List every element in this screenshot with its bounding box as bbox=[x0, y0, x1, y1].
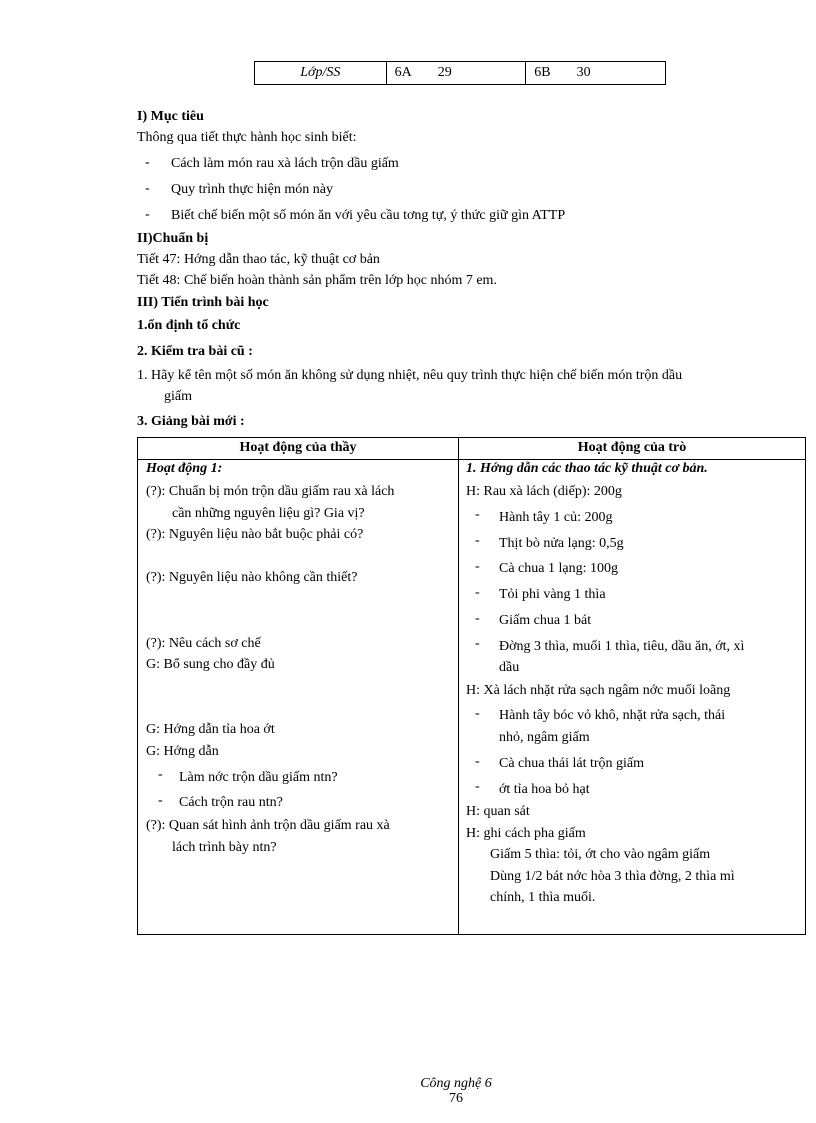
bullet-dash: - bbox=[145, 181, 150, 196]
prep-step-3: ớt tỉa hoa bỏ hạt bbox=[499, 782, 590, 797]
bullet-dash: - bbox=[475, 706, 480, 721]
teacher-q5-line2: lách trình bày ntn? bbox=[172, 840, 277, 855]
ingredient-5: Giấm chua 1 bát bbox=[499, 613, 592, 628]
bullet-dash: - bbox=[475, 559, 480, 574]
ingredient-1: Hành tây 1 củ: 200g bbox=[499, 510, 613, 525]
class-a-cell bbox=[386, 62, 526, 85]
subsection-1: 1.ổn định tổ chức bbox=[137, 318, 241, 333]
class-b-count: 30 bbox=[576, 65, 591, 80]
class-b-cell bbox=[526, 62, 666, 85]
header-divider bbox=[138, 459, 805, 460]
prep-line-2: Tiết 48: Chế biến hoàn thành sản phẩm trên lớp học nhóm 7 em. bbox=[137, 273, 497, 288]
bullet-dash: - bbox=[145, 155, 150, 170]
ingredient-4: Tỏi phi vàng 1 thìa bbox=[499, 587, 606, 602]
teacher-q2: (?): Nguyên liệu nào bắt buộc phải có? bbox=[146, 527, 364, 542]
teacher-g2: G: Hớng dẫn tỉa hoa ớt bbox=[146, 722, 275, 737]
bullet-dash: - bbox=[475, 533, 480, 548]
subsection-2: 2. Kiểm tra bài cũ : bbox=[137, 344, 253, 359]
bullet-dash: - bbox=[475, 636, 480, 651]
class-size-row bbox=[255, 62, 666, 85]
teacher-q4: (?): Nêu cách sơ chế bbox=[146, 636, 261, 651]
student-title: 1. Hớng dẫn các thao tác kỹ thuật cơ bản. bbox=[466, 461, 708, 476]
bullet-dash: - bbox=[158, 793, 163, 808]
teacher-q5-line1: (?): Quan sát hình ảnh trộn dầu giấm rau xà bbox=[146, 818, 390, 833]
student-h1: H: Rau xà lách (diếp): 200g bbox=[466, 484, 622, 499]
teacher-sub1: Làm nớc trộn dầu giấm ntn? bbox=[179, 770, 338, 785]
class-a-name: 6A bbox=[394, 65, 412, 80]
section1-intro: Thông qua tiết thực hành học sinh biết: bbox=[137, 130, 357, 145]
header-student: Hoạt động của trò bbox=[577, 440, 687, 455]
class-size-label: Lớp/SS bbox=[255, 62, 387, 85]
student-h2: H: Xà lách nhặt rửa sạch ngâm nớc muối loãng bbox=[466, 683, 731, 698]
teacher-q3: (?): Nguyên liệu nào không cần thiết? bbox=[146, 570, 358, 585]
footer-subject: Công nghệ 6 bbox=[420, 1076, 492, 1091]
ingredient-6-line2: dầu bbox=[499, 660, 520, 675]
ingredient-3: Cà chua 1 lạng: 100g bbox=[499, 561, 618, 576]
mix-step-2-line1: Dùng 1/2 bát nớc hòa 3 thìa đờng, 2 thìa mì bbox=[490, 869, 735, 884]
bullet-dash: - bbox=[475, 507, 480, 522]
teacher-q1-line2: cần những nguyên liệu gì? Gia vị? bbox=[172, 506, 365, 521]
prep-step-1-line2: nhỏ, ngâm giấm bbox=[499, 730, 590, 745]
objective-item-2: Quy trình thực hiện món này bbox=[171, 182, 333, 197]
bullet-dash: - bbox=[145, 207, 150, 222]
student-h4: H: ghi cách pha giấm bbox=[466, 826, 586, 841]
teacher-activity-title: Hoạt động 1: bbox=[146, 461, 223, 476]
bullet-dash: - bbox=[158, 767, 163, 782]
subsection-3: 3. Giảng bài mới : bbox=[137, 414, 245, 429]
section2-heading: II)Chuẩn bị bbox=[137, 231, 209, 246]
class-a-count: 29 bbox=[437, 65, 452, 80]
section1-heading: I) Mục tiêu bbox=[137, 109, 204, 124]
column-divider bbox=[458, 438, 459, 934]
student-h3: H: quan sát bbox=[466, 804, 530, 819]
bullet-dash: - bbox=[475, 779, 480, 794]
review-question-line2: giấm bbox=[164, 389, 192, 404]
prep-step-2: Cà chua thái lát trộn giấm bbox=[499, 756, 645, 771]
teacher-g1: G: Bổ sung cho đầy đủ bbox=[146, 657, 275, 672]
page-number: 76 bbox=[449, 1091, 463, 1106]
objective-item-3: Biết chế biến một số món ăn với yêu cầu tơng tự, ý thức giữ gìn ATTP bbox=[171, 208, 566, 223]
bullet-dash: - bbox=[475, 611, 480, 626]
bullet-dash: - bbox=[475, 585, 480, 600]
lesson-table bbox=[137, 437, 806, 935]
section3-heading: III) Tiến trình bài học bbox=[137, 295, 269, 310]
mix-step-2-line2: chính, 1 thìa muối. bbox=[490, 890, 596, 905]
review-question-line1: 1. Hãy kể tên một số món ăn không sử dụng nhiệt, nêu quy trình thực hiện chế biến món trộn dầu bbox=[137, 368, 683, 383]
teacher-q1-line1: (?): Chuẩn bị món trộn dầu giấm rau xà lách bbox=[146, 484, 395, 499]
class-b-name: 6B bbox=[534, 65, 551, 80]
objective-item-1: Cách làm món rau xà lách trộn dầu giấm bbox=[171, 156, 399, 171]
ingredient-6-line1: Đờng 3 thìa, muối 1 thìa, tiêu, dầu ăn, ớt, xì bbox=[499, 639, 745, 654]
ingredient-2: Thịt bò nửa lạng: 0,5g bbox=[499, 536, 624, 551]
class-size-table bbox=[254, 61, 666, 85]
prep-step-1-line1: Hành tây bóc vỏ khô, nhặt rửa sạch, thái bbox=[499, 708, 726, 723]
teacher-g3: G: Hớng dẫn bbox=[146, 744, 219, 759]
mix-step-1: Giấm 5 thìa: tỏi, ớt cho vào ngâm giấm bbox=[490, 847, 711, 862]
header-teacher: Hoạt động của thầy bbox=[239, 440, 357, 455]
prep-line-1: Tiết 47: Hớng dẫn thao tác, kỹ thuật cơ bản bbox=[137, 252, 380, 267]
bullet-dash: - bbox=[475, 754, 480, 769]
teacher-sub2: Cách trộn rau ntn? bbox=[179, 795, 283, 810]
